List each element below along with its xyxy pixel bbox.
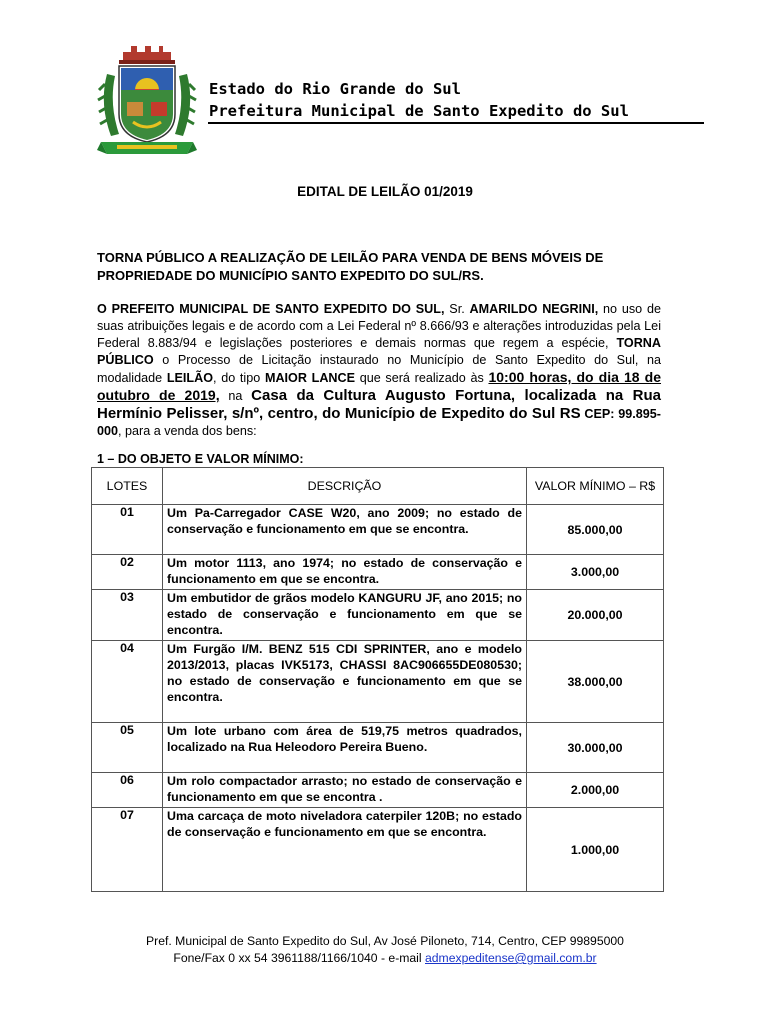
header-municipality: Prefeitura Municipal de Santo Expedito do Sul	[209, 102, 629, 120]
cell-valor: 2.000,00	[527, 773, 664, 808]
lots-table	[91, 467, 664, 892]
cell-valor: 30.000,00	[527, 723, 664, 773]
cell-lote: 03	[92, 590, 163, 641]
footer	[0, 933, 770, 967]
footer-phone: Fone/Fax 0 xx 54 3961188/1166/1040 - e-mail	[173, 951, 425, 965]
cell-valor: 1.000,00	[527, 808, 664, 892]
header-block	[209, 78, 629, 122]
col-header-valor: VALOR MÍNIMO – R$	[527, 468, 664, 505]
cell-valor: 20.000,00	[527, 590, 664, 641]
cell-descricao: Um Furgão I/M. BENZ 515 CDI SPRINTER, ano e modelo 2013/2013, placas IVK5173, CHASSI 8AC906655DE080530; no estado de conservação e funcionamento em que se encontra.	[163, 641, 527, 723]
table-header-row	[92, 468, 664, 505]
table-row	[92, 773, 664, 808]
header-state: Estado do Rio Grande do Sul	[209, 80, 461, 98]
cell-lote: 01	[92, 505, 163, 555]
para-modality: LEILÃO	[166, 371, 214, 385]
cell-descricao: Uma carcaça de moto niveladora caterpiler 120B; no estado de conservação e funcionamento em que se encontra.	[163, 808, 527, 892]
footer-address: Pref. Municipal de Santo Expedito do Sul, Av José Piloneto, 714, Centro, CEP 99895000	[146, 934, 624, 948]
para-type: MAIOR LANCE	[264, 371, 356, 385]
para-datetime: 10:00 horas, do dia 18 de outubro de 2019,	[97, 369, 662, 403]
cell-descricao: Um Pa-Carregador CASE W20, ano 2009; no estado de conservação e funcionamento em que se encontra.	[163, 505, 527, 555]
table-row	[92, 808, 664, 892]
para-text: , do tipo	[213, 371, 265, 385]
table-row	[92, 505, 664, 555]
cell-valor: 85.000,00	[527, 505, 664, 555]
col-header-lotes: LOTES	[92, 468, 163, 505]
footer-email-link[interactable]: admexpeditense@gmail.com.br	[425, 951, 597, 965]
table-row	[92, 641, 664, 723]
table-row	[92, 590, 664, 641]
cell-lote: 02	[92, 555, 163, 590]
para-text: , para a venda dos bens:	[118, 424, 257, 438]
table-row	[92, 555, 664, 590]
cell-lote: 04	[92, 641, 163, 723]
para-location: Casa da Cultura Augusto Fortuna, localizada na Rua Hermínio Pelisser, s/nº, centro, do Município de Expedito do Sul RS	[97, 387, 661, 422]
cell-descricao: Um rolo compactador arrasto; no estado de conservação e funcionamento em que se encontra .	[163, 773, 527, 808]
col-header-descricao: DESCRIÇÃO	[163, 468, 527, 505]
para-text: no uso de suas atribuições legais e de acordo com a Lei Federal nº 8.666/93 e alterações introduzidas pela Lei Federal 8.883/94 e legislações posteriores e demais normas que regem a espécie,	[97, 302, 661, 350]
cell-descricao: Um embutidor de grãos modelo KANGURU JF, ano 2015; no estado de conservação e funcionamento em que se encontra.	[163, 590, 527, 641]
document-title: EDITAL DE LEILÃO 01/2019	[297, 184, 473, 199]
para-mayor-name: AMARILDO NEGRINI,	[469, 302, 599, 316]
main-paragraph	[97, 301, 661, 440]
para-cep: CEP: 99.895-000	[97, 407, 661, 438]
cell-lote: 05	[92, 723, 163, 773]
para-mayor-title: O PREFEITO MUNICIPAL DE SANTO EXPEDITO DO SUL,	[97, 302, 445, 316]
cell-lote: 07	[92, 808, 163, 892]
coat-of-arms-icon	[97, 44, 197, 162]
cell-descricao: Um motor 1113, ano 1974; no estado de conservação e funcionamento em que se encontra.	[163, 555, 527, 590]
footer-contact	[0, 950, 770, 967]
header-divider	[208, 122, 704, 124]
para-text: na	[219, 389, 252, 403]
cell-valor: 38.000,00	[527, 641, 664, 723]
para-text: o Processo de Licitação instaurado no Município de Santo Expedito do Sul, na modalidade	[97, 353, 661, 385]
cell-valor: 3.000,00	[527, 555, 664, 590]
section-title: 1 – DO OBJETO E VALOR MÍNIMO:	[97, 452, 304, 466]
intro-statement: TORNA PÚBLICO A REALIZAÇÃO DE LEILÃO PARA VENDA DE BENS MÓVEIS DE PROPRIEDADE DO MUNICÍPIO SANTO EXPEDITO DO SUL/RS.	[97, 250, 604, 283]
para-text: Sr.	[444, 302, 470, 316]
cell-lote: 06	[92, 773, 163, 808]
table-row	[92, 723, 664, 773]
cell-descricao: Um lote urbano com área de 519,75 metros quadrados, localizado na Rua Heleodoro Pereira Bueno.	[163, 723, 527, 773]
para-torna-publico: TORNA PÚBLICO	[97, 336, 661, 367]
para-text: que será realizado às	[355, 371, 489, 385]
